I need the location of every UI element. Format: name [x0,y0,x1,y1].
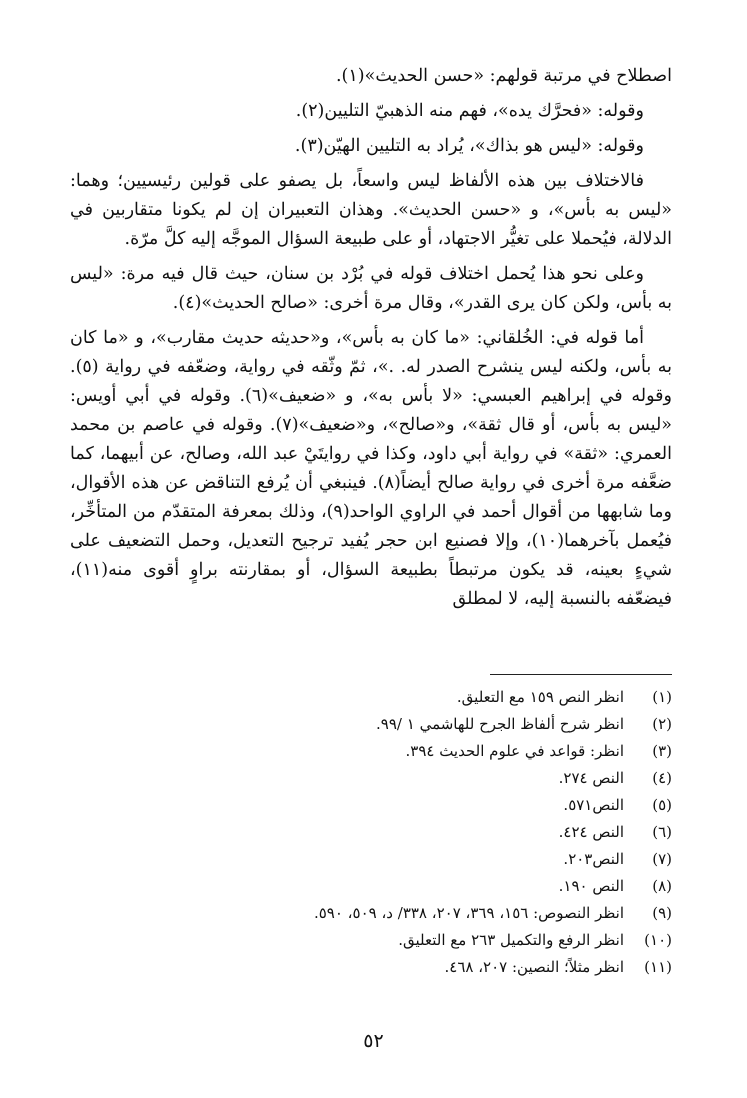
footnote-number: (٧) [652,850,672,868]
paragraph: وقوله: «فحرَّك يده»، فهم منه الذهبيّ التليين(٢). [295,101,644,121]
footnote [70,927,672,954]
footnote-text: النص ٤٢٤. [558,823,624,841]
footnote-text: النص ١٩٠. [558,877,624,895]
footnote-number: (٥) [652,796,672,814]
footnote-text: انظر: قواعد في علوم الحديث ٣٩٤. [405,742,624,760]
footnote [70,846,672,873]
footnote-number: (٤) [652,769,672,787]
footnote-number: (٦) [652,823,672,841]
footnote-text: انظر مثلاً؛ النصين: ٢٠٧، ٤٦٨. [444,958,624,976]
footnote-text: انظر النصوص: ١٥٦، ٣٦٩، ٢٠٧، ٣٣٨/ د، ٥٠٩، ٥٩٠. [313,904,624,922]
footnote-text: انظر النص ١٥٩ مع التعليق. [456,688,624,706]
footnote-text: انظر شرح ألفاظ الجرح للهاشمي ١ /٩٩. [376,715,624,733]
main-text [70,62,672,620]
paragraph: اصطلاح في مرتبة قولهم: «حسن الحديث»(١). [335,66,672,86]
footnote-number: (٩) [652,904,672,922]
footnote-text: النص ٢٧٤. [558,769,624,787]
footnote-number: (١١) [644,958,672,976]
footnote [70,819,672,846]
footnote [70,954,672,981]
footnote-divider [490,674,672,675]
footnote-number: (٢) [652,715,672,733]
paragraph: فالاختلاف بين هذه الألفاظ ليس واسعاً، بل يصفو على قولين رئيسيين؛ وهما: «ليس به بأس»، و «حسن الحديث». وهذان التعبيران إن لم يكونا متقاربين في الدلالة، فيُحملا على تغيُّر الاجتهاد، أو على طبيعة السؤال الموجَّه إليه كلَّ مرّة. [70,171,672,249]
footnote [70,765,672,792]
footnote-number: (٨) [652,877,672,895]
footnote-number: (٣) [652,742,672,760]
paragraph: وعلى نحو هذا يُحمل اختلاف قوله في بُرْد بن سنان، حيث قال فيه مرة: «ليس به بأس، ولكن كان يرى القدر»، وقال مرة أخرى: «صالح الحديث»(٤). [70,264,672,313]
footnote [70,792,672,819]
footnote-text: انظر الرفع والتكميل ٢٦٣ مع التعليق. [398,931,624,949]
footnote [70,711,672,738]
footnote-number: (١٠) [644,931,672,949]
footnotes-list [70,684,672,981]
footnote [70,873,672,900]
footnote [70,684,672,711]
paragraph: وقوله: «ليس هو بذاك»، يُراد به التليين الهيّن(٣). [294,136,644,156]
footnote [70,900,672,927]
footnote-text: النص٥٧١. [563,796,624,814]
page-number: ٥٢ [363,1030,384,1052]
footnote-number: (١) [652,688,672,706]
footnote-text: النص٢٠٣. [563,850,624,868]
footnote [70,738,672,765]
paragraph: أما قوله في: الخُلقاني: «ما كان به بأس»، و«حديثه حديث مقارب»، و «ما كان به بأس، ولكنه ليس ينشرح الصدر له. .»، ثمّ وثّقه في رواية، وضعّفه في رواية (٥). وقوله في إبراهيم العبسي: «لا بأس به»، و «ضعيف»(٦). وقوله في أبي أويس: «ليس به بأس، أو قال ثقة»، و«صالح»، و«ضعيف»(٧). وقوله في عاصم بن محمد العمري: «ثقة» في رواية أبي داود، وكذا في روايتَيْ عبد الله، وصالح، عن أبيهما، كما ضعَّفه مرة أخرى في رواية صالح أيضاً(٨). فينبغي أن يُرفع التناقض عن هذه الأقوال، وما شابهها من أقوال أحمد في الراوي الواحد(٩)، وذلك بمعرفة المتقدّم من المتأخِّر، فيُعمل بآخرهما(١٠)، وإلا فصنيع ابن حجر يُفيد ترجيح التعديل، وحمل التضعيف على شيءٍ بعينه، قد يكون مرتبطاً بطبيعة السؤال، أو بمقارنته براوٍ أقوى منه(١١)، فيضعّفه بالنسبة إليه، لا لمطلق [70,328,673,609]
